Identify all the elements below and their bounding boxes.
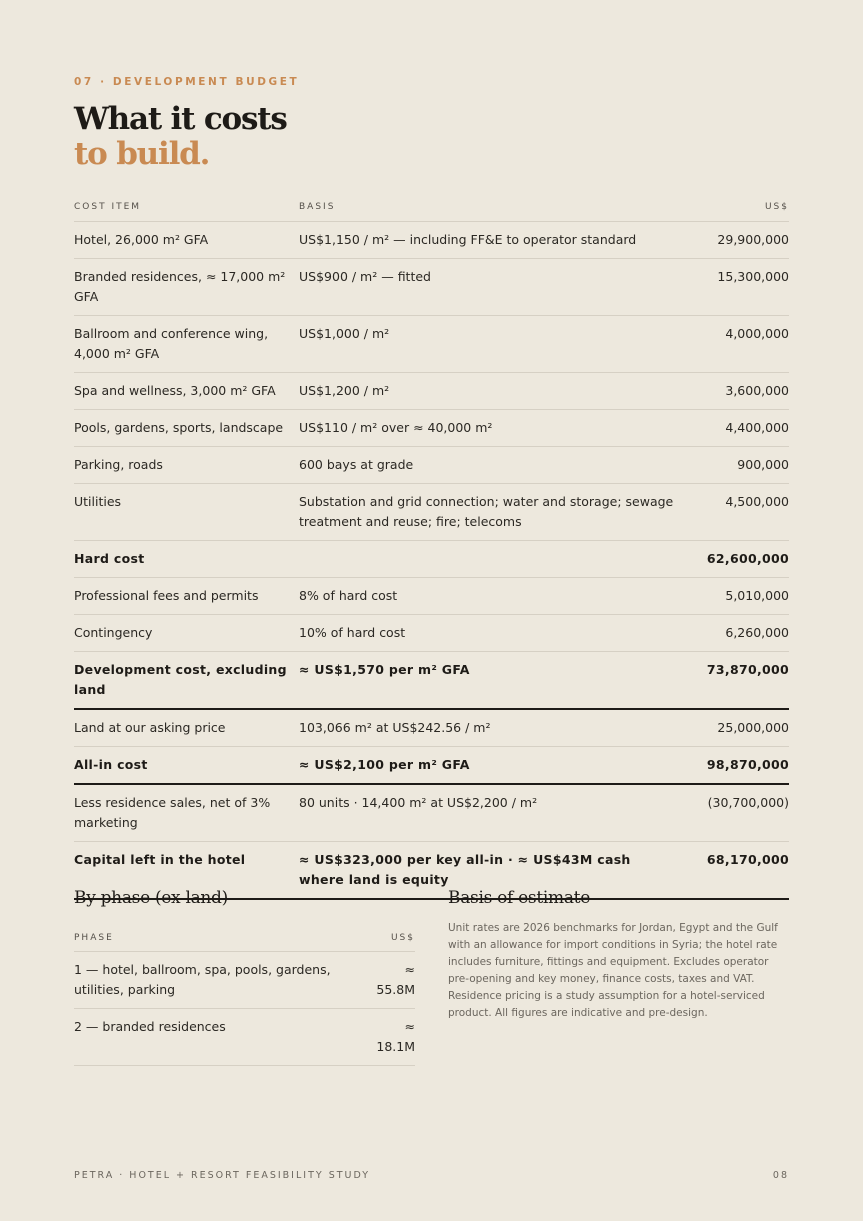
cost-table-body	[74, 222, 789, 900]
phase-table	[74, 924, 415, 1066]
phase-cell: 1 — hotel, ballroom, spa, pools, gardens, utilities, parking	[74, 952, 374, 1009]
value-cell: 73,870,000	[679, 652, 789, 710]
table-row	[74, 373, 789, 410]
value-cell: 25,000,000	[679, 709, 789, 747]
cost-item-cell: Hotel, 26,000 m² GFA	[74, 222, 299, 259]
table-row	[74, 709, 789, 747]
table-row	[74, 259, 789, 316]
cost-item-cell: Utilities	[74, 484, 299, 541]
column-header-phase: PHASE	[74, 924, 374, 952]
table-row	[74, 447, 789, 484]
cost-item-cell: Pools, gardens, sports, landscape	[74, 410, 299, 447]
table-row	[74, 222, 789, 259]
page-title	[74, 102, 287, 172]
table-row	[74, 410, 789, 447]
phase-table-header	[74, 924, 415, 952]
table-row	[74, 541, 789, 578]
value-cell: 3,600,000	[679, 373, 789, 410]
value-cell: (30,700,000)	[679, 784, 789, 842]
cost-item-cell: Branded residences, ≈ 17,000 m² GFA	[74, 259, 299, 316]
cost-item-cell: Parking, roads	[74, 447, 299, 484]
basis-cell: ≈ US$2,100 per m² GFA	[299, 747, 679, 785]
basis-cell	[299, 541, 679, 578]
basis-cell: US$1,000 / m²	[299, 316, 679, 373]
phase-value: 55.8M	[376, 982, 415, 997]
phase-value: 18.1M	[376, 1039, 415, 1054]
value-cell: 68,170,000	[679, 842, 789, 900]
value-cell: 98,870,000	[679, 747, 789, 785]
basis-cell: US$900 / m² — fitted	[299, 259, 679, 316]
cost-table-header	[74, 193, 789, 222]
cost-item-cell: Less residence sales, net of 3% marketing	[74, 784, 299, 842]
table-row	[74, 747, 789, 785]
phase-table-body	[74, 952, 415, 1066]
cost-item-cell: Spa and wellness, 3,000 m² GFA	[74, 373, 299, 410]
basis-cell: US$110 / m² over ≈ 40,000 m²	[299, 410, 679, 447]
basis-paragraph: Unit rates are 2026 benchmarks for Jordan, Egypt and the Gulf with an allowance for import conditions in Syria; the hotel rate includes furniture, fittings and equipment. Excludes operator pre-opening and key money, finance costs, taxes and VAT. Residence pricing is a study assumption for a hotel-serviced product. All figures are indicative and pre-design.	[448, 922, 778, 1019]
value-cell: 4,500,000	[679, 484, 789, 541]
column-header-basis: BASIS	[299, 193, 679, 222]
page-number: 08	[772, 1170, 789, 1181]
table-row	[74, 784, 789, 842]
cost-table	[74, 193, 789, 900]
value-cell: 6,260,000	[679, 615, 789, 652]
basis-cell: ≈ US$323,000 per key all-in · ≈ US$43M cash where land is equity	[299, 842, 679, 900]
basis-cell: Substation and grid connection; water and storage; sewage treatment and reuse; fire; telecoms	[299, 484, 679, 541]
basis-cell: US$1,200 / m²	[299, 373, 679, 410]
approx-symbol: ≈	[404, 1019, 415, 1034]
table-row	[74, 316, 789, 373]
basis-cell: US$1,150 / m² — including FF&E to operator standard	[299, 222, 679, 259]
title-line-1: What it costs	[74, 101, 287, 137]
title-line-2: to build.	[74, 136, 210, 172]
value-cell: 29,900,000	[679, 222, 789, 259]
cost-item-cell: Hard cost	[74, 541, 299, 578]
phase-value-cell	[374, 1009, 415, 1066]
basis-cell: 8% of hard cost	[299, 578, 679, 615]
table-row	[74, 952, 415, 1009]
table-row	[74, 615, 789, 652]
cost-item-cell: Capital left in the hotel	[74, 842, 299, 900]
basis-cell: 600 bays at grade	[299, 447, 679, 484]
table-row	[74, 652, 789, 710]
cost-item-cell: Land at our asking price	[74, 709, 299, 747]
value-cell: 62,600,000	[679, 541, 789, 578]
cost-item-cell: Professional fees and permits	[74, 578, 299, 615]
cost-item-cell: Contingency	[74, 615, 299, 652]
value-cell: 5,010,000	[679, 578, 789, 615]
cost-item-cell: All-in cost	[74, 747, 299, 785]
value-cell: 900,000	[679, 447, 789, 484]
basis-cell: 103,066 m² at US$242.56 / m²	[299, 709, 679, 747]
cost-item-cell: Ballroom and conference wing, 4,000 m² GFA	[74, 316, 299, 373]
basis-cell: 10% of hard cost	[299, 615, 679, 652]
basis-section-title: Basis of estimate	[448, 888, 590, 908]
value-cell: 4,000,000	[679, 316, 789, 373]
column-header-usd: US$	[679, 193, 789, 222]
value-cell: 15,300,000	[679, 259, 789, 316]
basis-cell: ≈ US$1,570 per m² GFA	[299, 652, 679, 710]
table-row	[74, 1009, 415, 1066]
phase-value-cell	[374, 952, 415, 1009]
table-row	[74, 578, 789, 615]
column-header-cost-item: COST ITEM	[74, 193, 299, 222]
basis-cell: 80 units · 14,400 m² at US$2,200 / m²	[299, 784, 679, 842]
phase-section-title: By phase (ex land)	[74, 888, 228, 908]
footer-study-name: PETRA · HOTEL + RESORT FEASIBILITY STUDY	[74, 1170, 371, 1181]
section-eyebrow: 07 · DEVELOPMENT BUDGET	[74, 76, 300, 88]
value-cell: 4,400,000	[679, 410, 789, 447]
cost-item-cell: Development cost, excluding land	[74, 652, 299, 710]
column-header-phase-usd: US$	[374, 924, 415, 952]
phase-cell: 2 — branded residences	[74, 1009, 374, 1066]
table-row	[74, 484, 789, 541]
approx-symbol: ≈	[404, 962, 415, 977]
